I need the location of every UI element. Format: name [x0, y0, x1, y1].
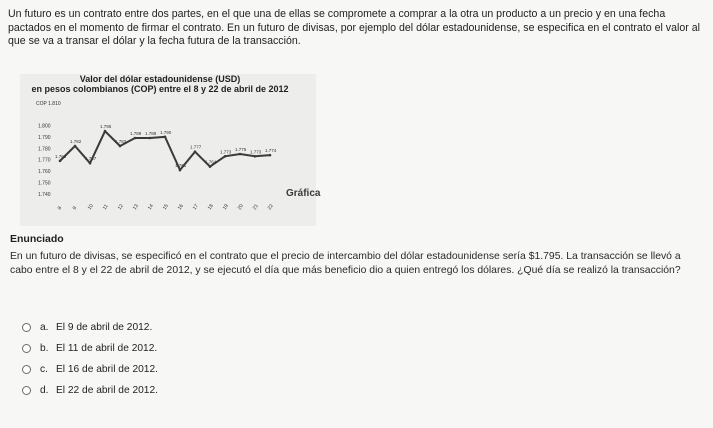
radio-button[interactable]: [22, 365, 31, 374]
x-tick-label: 22: [266, 203, 275, 212]
x-tick-label: 10: [86, 203, 95, 212]
data-label: 1.777: [190, 144, 202, 150]
radio-button[interactable]: [22, 323, 31, 332]
data-point: [209, 165, 212, 168]
data-label: 1.775: [235, 147, 247, 152]
data-point: [119, 145, 122, 148]
data-label: 1.773: [250, 149, 262, 155]
data-point: [149, 137, 152, 140]
data-point: [59, 160, 62, 163]
chart-subtitle: en pesos colombianos (COP) entre el 8 y 22 de abril de 2012: [31, 84, 289, 94]
option-c[interactable]: [22, 359, 158, 380]
x-tick-label: 12: [116, 203, 125, 212]
x-tick-label: 19: [221, 203, 230, 212]
x-tick-label: 15: [161, 203, 170, 212]
x-tick-label: 14: [146, 203, 155, 212]
option-b[interactable]: [22, 338, 158, 359]
x-tick-label: 18: [206, 203, 215, 212]
data-label: 1.795: [100, 124, 112, 130]
option-letter: d.: [40, 385, 49, 396]
data-point: [89, 162, 92, 165]
data-point: [194, 150, 197, 153]
y-tick-label: 1.790: [38, 134, 51, 141]
line-chart: [20, 74, 316, 226]
y-tick-label: 1.740: [38, 192, 51, 198]
y-tick-label: 1.800: [38, 123, 51, 130]
x-tick-label: 20: [236, 203, 245, 212]
data-point: [239, 153, 242, 156]
data-label: 1.789: [145, 131, 157, 136]
intro-paragraph: Un futuro es un contrato entre dos partes, en el que una de ellas se compromete a comprar a la otra un producto a un precio y en una fecha pactados en el momento de firmar el contrato. En un futuro de divisas, por ejemplo del dólar estadounidense, se especifica en el contrato el valor al que se va a transar el dólar y la fecha futura de la transacción.: [8, 8, 700, 47]
x-tick-label: 16: [176, 203, 185, 212]
x-tick-label: 17: [191, 203, 200, 212]
data-label: 1.789: [130, 131, 142, 136]
y-tick-label: 1.770: [38, 157, 51, 164]
data-label: 1.773: [220, 149, 232, 155]
data-label: 1.767: [85, 156, 97, 162]
radio-button[interactable]: [22, 386, 31, 395]
option-a[interactable]: [22, 317, 158, 338]
data-label: 1.761: [175, 163, 187, 168]
data-point: [104, 130, 107, 133]
option-letter: b.: [40, 343, 49, 354]
data-point: [179, 169, 182, 172]
data-point: [134, 137, 137, 140]
y-tick-label: 1.760: [38, 169, 51, 176]
x-tick-label: 8: [56, 205, 64, 212]
option-text: El 9 de abril de 2012.: [56, 322, 153, 333]
x-tick-label: 9: [71, 205, 79, 212]
option-text: El 16 de abril de 2012.: [56, 364, 158, 375]
x-tick-label: 13: [131, 203, 140, 212]
y-axis-label: COP 1.810: [36, 101, 61, 107]
chart-title: Valor del dólar estadounidense (USD): [79, 74, 241, 84]
data-point: [224, 155, 227, 158]
radio-button[interactable]: [22, 344, 31, 353]
data-label: 1.764: [205, 159, 217, 165]
answer-options: [22, 317, 158, 401]
chart-container: [20, 74, 316, 226]
enunciado-heading: Enunciado: [10, 233, 64, 245]
data-point: [254, 155, 257, 158]
data-label: 1.774: [265, 148, 277, 154]
grafica-label: Gráfica: [286, 188, 321, 199]
option-letter: a.: [40, 322, 49, 333]
data-label: 1.782: [115, 139, 127, 144]
option-text: El 11 de abril de 2012.: [56, 343, 158, 354]
x-tick-label: 21: [251, 203, 260, 212]
data-point: [269, 154, 272, 157]
y-tick-label: 1.780: [38, 146, 51, 153]
data-point: [164, 136, 167, 139]
option-d[interactable]: [22, 380, 158, 401]
data-label: 1.782: [70, 139, 82, 144]
y-tick-label: 1.750: [38, 180, 51, 187]
data-point: [74, 145, 77, 148]
enunciado-text: En un futuro de divisas, se especificó en el contrato que el precio de intercambio del dólar estadounidense sería $1.795. La transacción se llevó a cabo entre el 8 y el 22 de abril de 2012, y se ejecutó el día que más beneficio dio a quien entregó los dólares. ¿Qué día se realizó la transacción?: [10, 251, 681, 276]
data-label: 1.769: [55, 153, 67, 159]
option-text: El 22 de abril de 2012.: [56, 385, 158, 396]
option-letter: c.: [40, 364, 48, 375]
data-label: 1.790: [160, 129, 172, 135]
x-tick-label: 11: [101, 203, 110, 212]
